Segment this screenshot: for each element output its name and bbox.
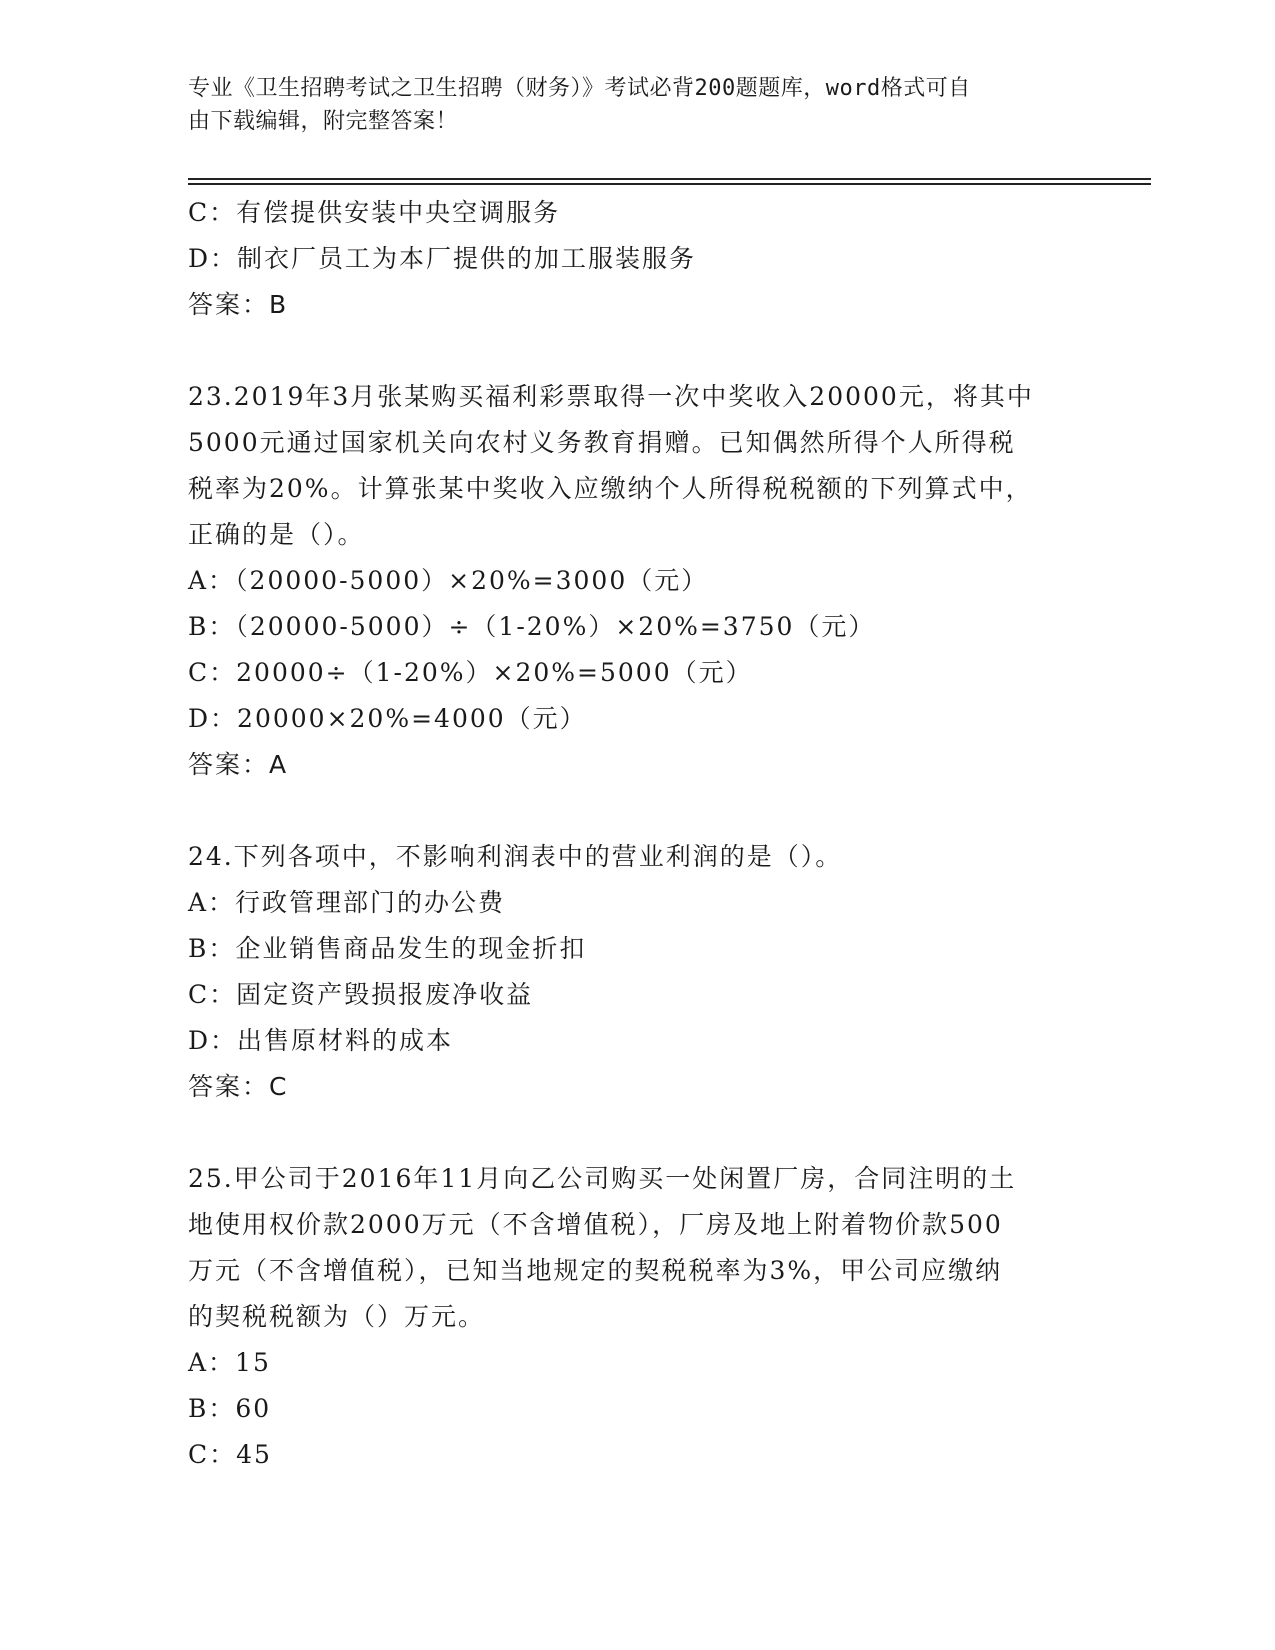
spacer xyxy=(188,328,1088,374)
q23-stem-line-2: 5000元通过国家机关向农村义务教育捐赠。已知偶然所得个人所得税 xyxy=(188,428,1016,457)
q25-option-c: C：45 xyxy=(188,1440,272,1469)
q23-option-a: A：（20000-5000）×20%=3000（元） xyxy=(188,566,709,595)
q25-stem-line-4: 的契税税额为（）万元。 xyxy=(188,1302,486,1331)
question-23 xyxy=(188,374,1088,788)
header-line-2: 由下载编辑，附完整答案！ xyxy=(188,109,459,134)
q24-option-d: D：出售原材料的成本 xyxy=(188,1026,454,1055)
header-rule-bottom xyxy=(188,183,1151,185)
question-24 xyxy=(188,834,1088,1110)
q24-option-b: B：企业销售商品发生的现金折扣 xyxy=(188,934,587,963)
q24-option-a: A：行政管理部门的办公费 xyxy=(188,888,506,917)
question-list xyxy=(188,190,1088,1478)
q24-option-c: C：固定资产毁损报废净收益 xyxy=(188,980,534,1009)
q25-stem-line-3: 万元（不含增值税），已知当地规定的契税税率为3%，甲公司应缴纳 xyxy=(188,1256,1003,1285)
q23-option-d: D：20000×20%=4000（元） xyxy=(188,704,587,733)
q23-stem-line-1: 23.2019年3月张某购买福利彩票取得一次中奖收入20000元，将其中 xyxy=(188,382,1034,411)
spacer xyxy=(188,788,1088,834)
q23-option-b: B：（20000-5000）÷（1-20%）×20%=3750（元） xyxy=(188,612,876,641)
q25-stem-line-1: 25.甲公司于2016年11月向乙公司购买一处闲置厂房，合同注明的土 xyxy=(188,1164,1017,1193)
q22-answer: 答案：B xyxy=(188,290,289,319)
question-22 xyxy=(188,190,1088,328)
question-25 xyxy=(188,1156,1088,1478)
q24-stem: 24.下列各项中，不影响利润表中的营业利润的是（）。 xyxy=(188,842,843,871)
q22-option-c: C：有偿提供安装中央空调服务 xyxy=(188,198,561,227)
spacer xyxy=(188,1110,1088,1156)
header-line-1: 专业《卫生招聘考试之卫生招聘（财务）》考试必背200题题库，word格式可自 xyxy=(188,76,971,101)
q23-option-c: C：20000÷（1-20%）×20%=5000（元） xyxy=(188,658,753,687)
q24-answer: 答案：C xyxy=(188,1072,289,1101)
q25-stem-line-2: 地使用权价款2000万元（不含增值税），厂房及地上附着物价款500 xyxy=(188,1210,1003,1239)
document-header xyxy=(188,72,1068,138)
header-rule-top xyxy=(188,178,1151,180)
q23-answer: 答案：A xyxy=(188,750,289,779)
q22-option-d: D：制衣厂员工为本厂提供的加工服装服务 xyxy=(188,244,697,273)
q25-option-a: A：15 xyxy=(188,1348,271,1377)
q25-option-b: B：60 xyxy=(188,1394,272,1423)
q23-stem-line-4: 正确的是（）。 xyxy=(188,520,365,549)
q23-stem-line-3: 税率为20%。计算张某中奖收入应缴纳个人所得税税额的下列算式中， xyxy=(188,474,1033,503)
